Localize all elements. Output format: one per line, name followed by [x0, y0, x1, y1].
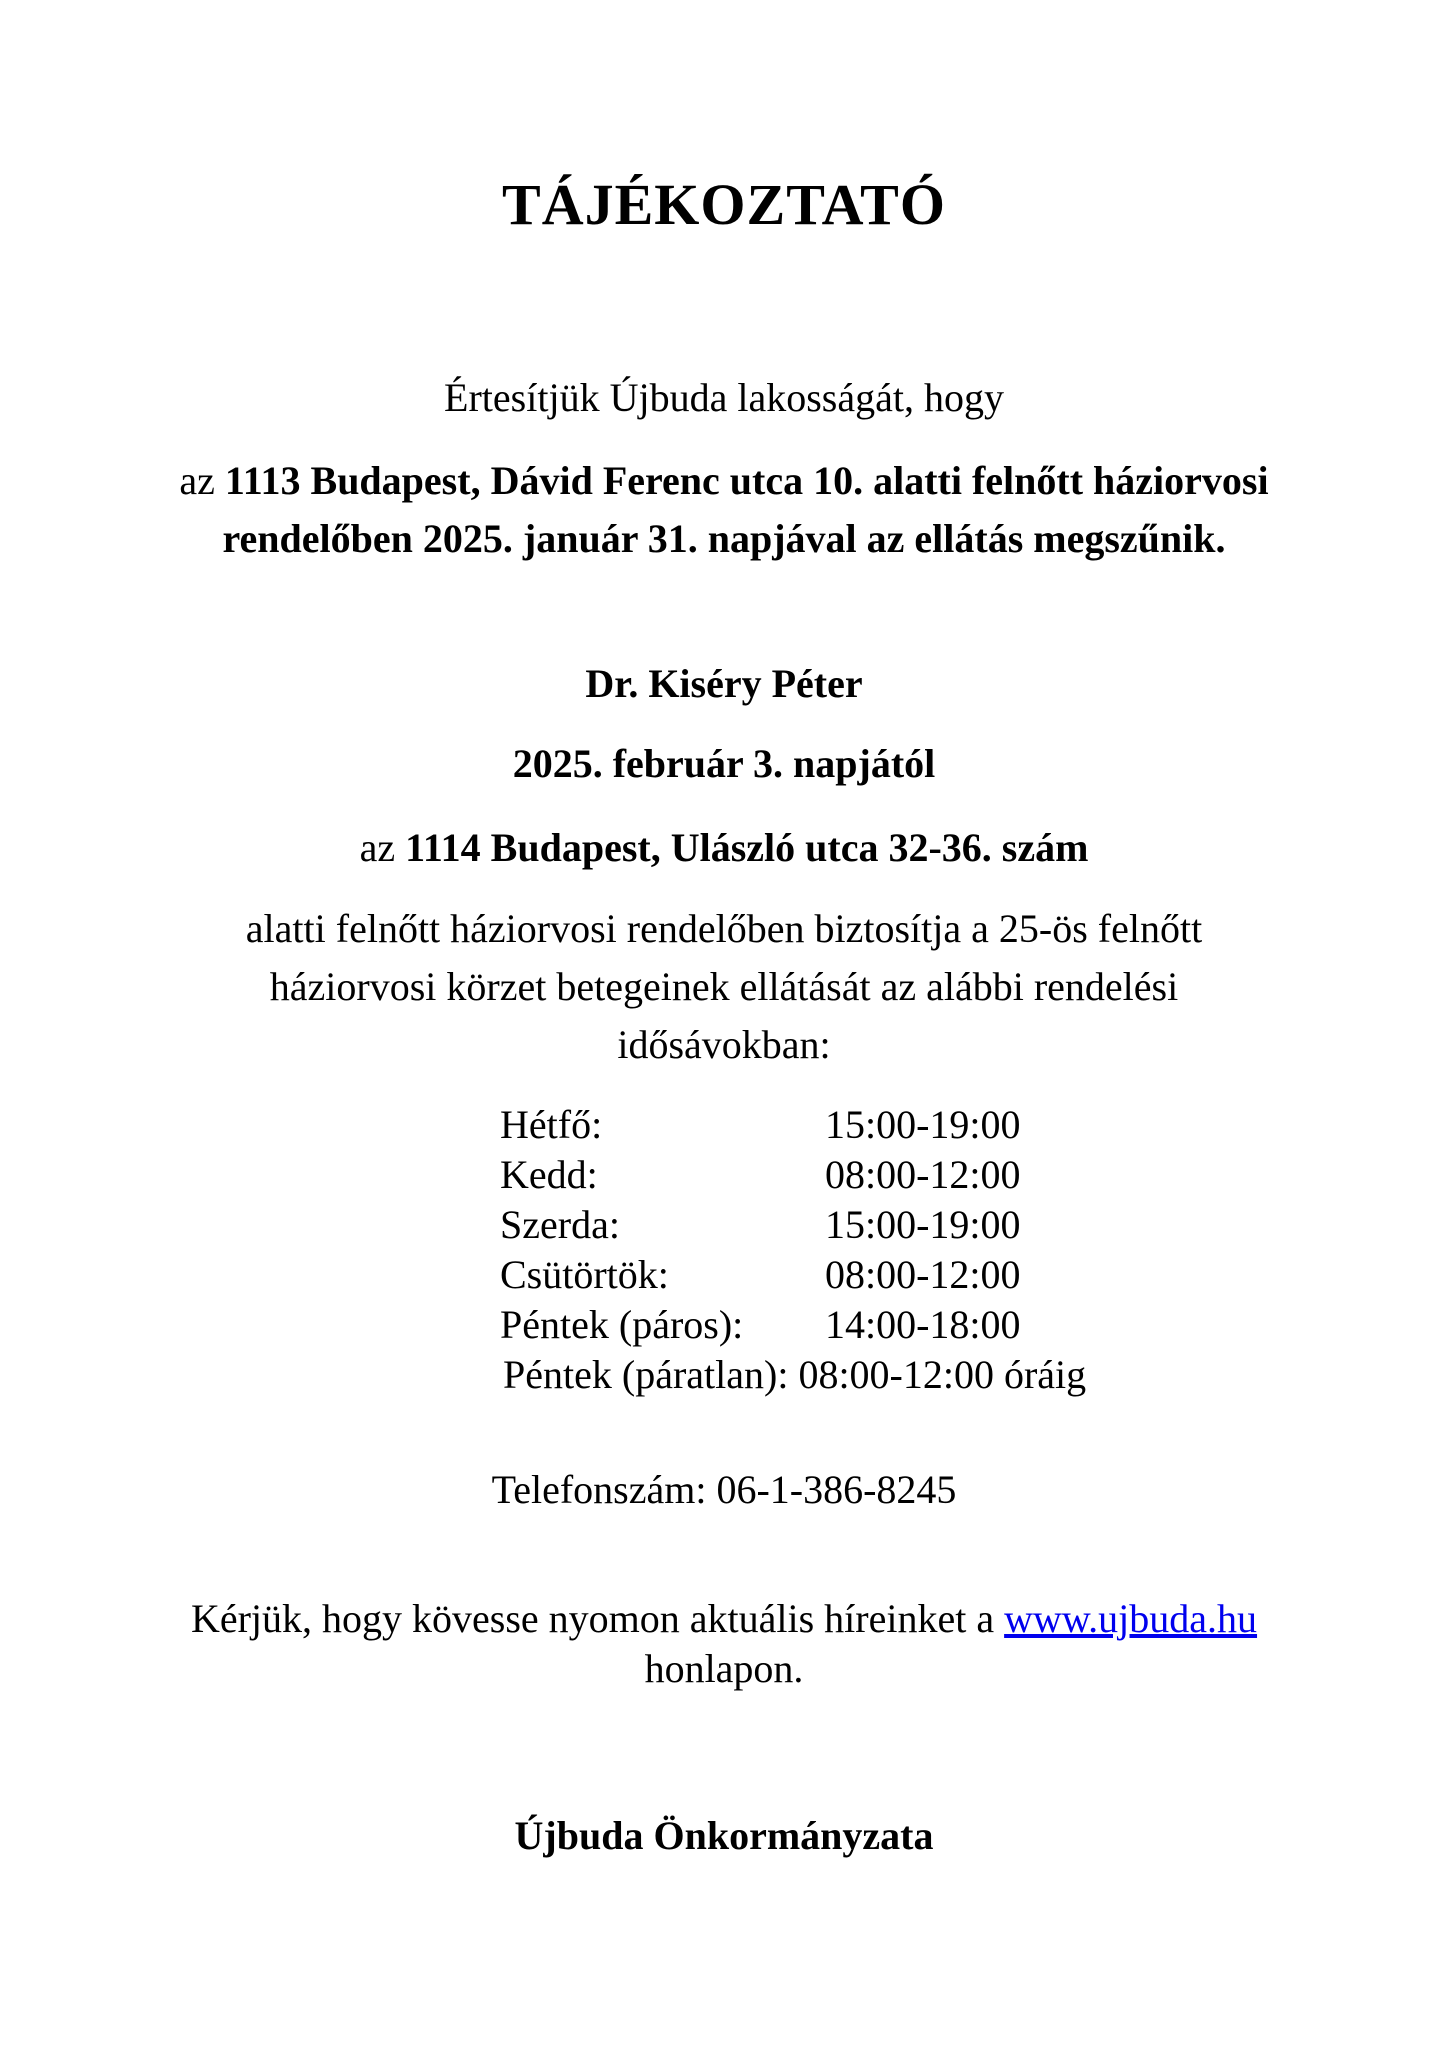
schedule-row [500, 1100, 1086, 1150]
schedule-row [500, 1200, 1086, 1250]
closure-notice [120, 452, 1328, 568]
schedule-row [500, 1300, 1086, 1350]
schedule-time: 14:00-18:00 [825, 1302, 1021, 1347]
website-link[interactable]: www.ujbuda.hu [1004, 1596, 1258, 1641]
schedule-day: Péntek (páratlan): [503, 1352, 789, 1397]
page-title: TÁJÉKOZTATÓ [502, 172, 946, 237]
schedule-time: 08:00-12:00 [825, 1152, 1021, 1197]
closure-prefix: az [179, 458, 225, 503]
follow-text-after: honlapon. [644, 1646, 804, 1691]
signature: Újbuda Önkormányzata [514, 1813, 934, 1858]
schedule-time: 15:00-19:00 [825, 1102, 1021, 1147]
phone-number: Telefonszám: 06-1-386-8245 [491, 1467, 957, 1512]
service-text: alatti felnőtt háziorvosi rendelőben biztosítja a 25-ös felnőtt háziorvosi körzet betegeinek ellátását az alábbi rendelési idősávokban: [245, 906, 1203, 1067]
schedule-time: 08:00-12:00 [825, 1252, 1021, 1297]
schedule-time: 08:00-12:00 óráig [798, 1352, 1087, 1397]
closure-address-notice: 1113 Budapest, Dávid Ferenc utca 10. alatti felnőtt háziorvosi rendelőben 2025. január 31. napjával az ellátás megszűnik. [222, 458, 1269, 561]
opening-hours-schedule [500, 1100, 1086, 1400]
schedule-day: Szerda: [500, 1202, 620, 1247]
new-address-prefix: az [359, 825, 406, 870]
doctor-name: Dr. Kiséry Péter [585, 661, 863, 706]
new-address-value: 1114 Budapest, Ulászló utca 32-36. szám [405, 825, 1089, 870]
new-address [0, 820, 1448, 876]
schedule-row [500, 1250, 1086, 1300]
schedule-row [500, 1150, 1086, 1200]
follow-text-before: Kérjük, hogy kövesse nyomon aktuális híreinket a [190, 1596, 1005, 1641]
intro-text: Értesítjük Újbuda lakosságát, hogy [444, 375, 1004, 420]
follow-notice [120, 1594, 1328, 1694]
schedule-time: 15:00-19:00 [825, 1202, 1021, 1247]
schedule-row [500, 1350, 1086, 1400]
schedule-day: Hétfő: [500, 1102, 603, 1147]
schedule-day: Kedd: [500, 1152, 598, 1197]
schedule-day: Péntek (páros): [500, 1302, 744, 1347]
schedule-day: Csütörtök: [500, 1252, 669, 1297]
start-date: 2025. február 3. napjától [512, 741, 936, 786]
